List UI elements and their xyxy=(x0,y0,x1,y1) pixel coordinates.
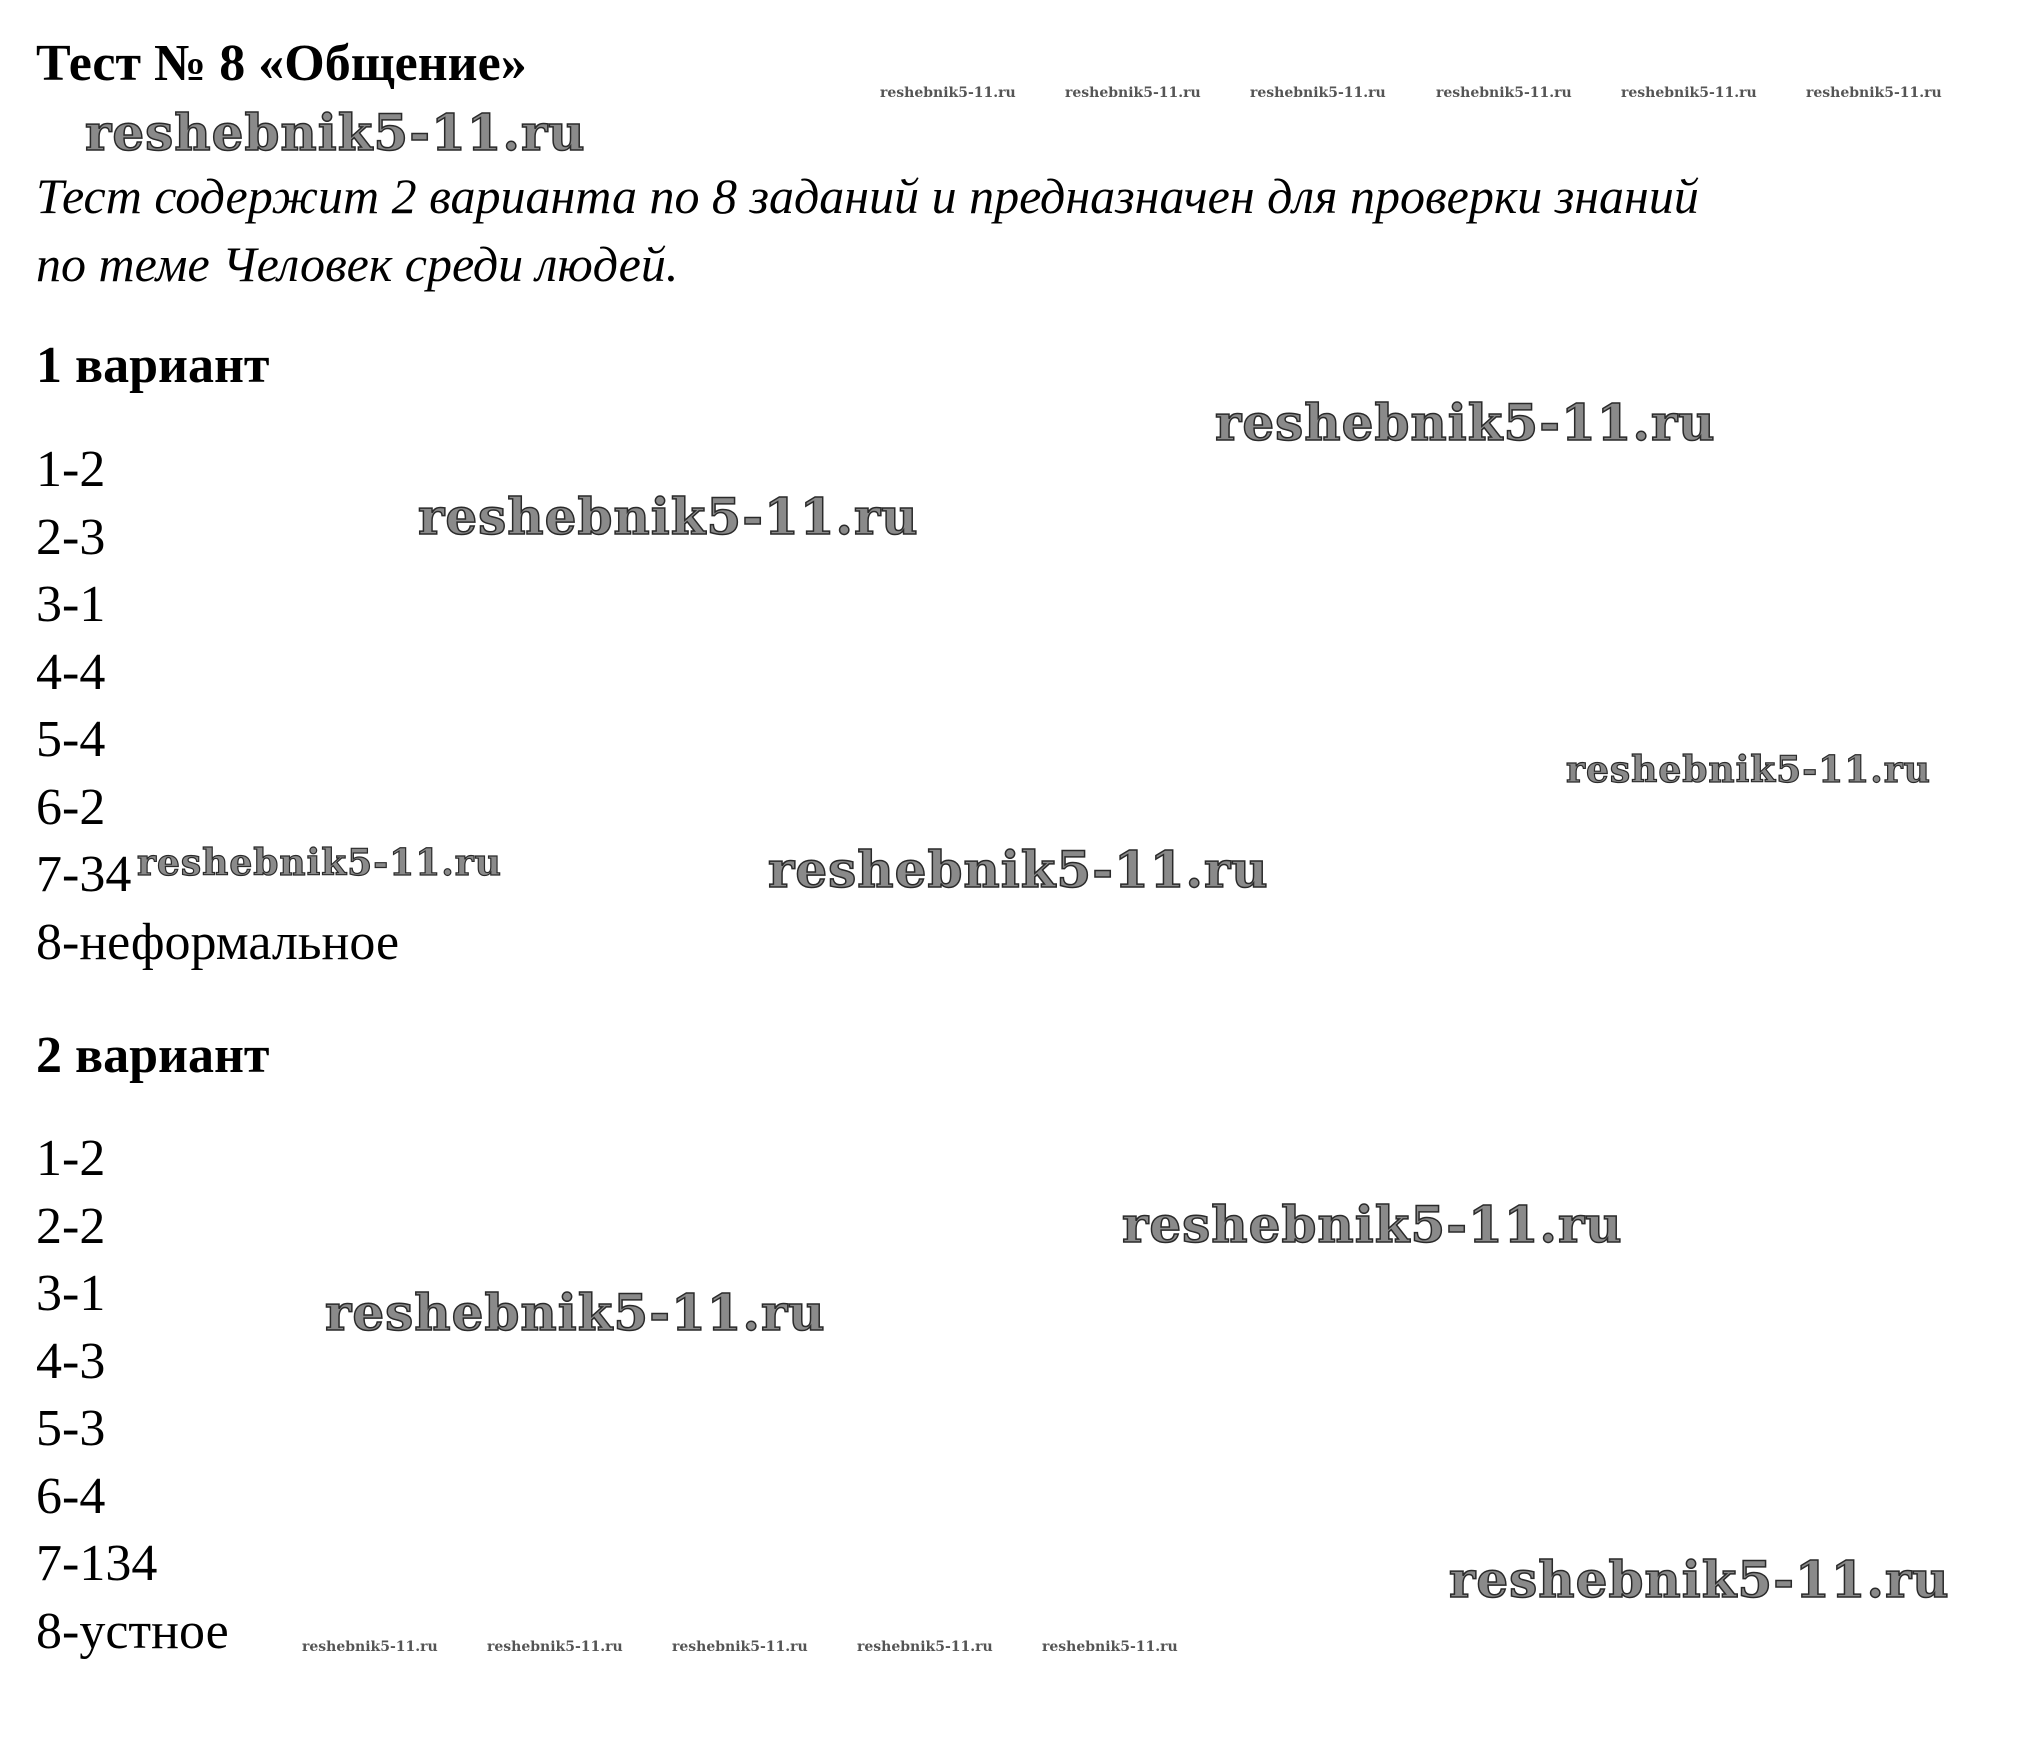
intro-line: Тест содержит 2 варианта по 8 заданий и предназначен для проверки знаний xyxy=(36,168,1699,224)
intro-line: по теме Человек среди людей. xyxy=(36,236,679,292)
answer-item: 5-3 xyxy=(36,1400,106,1457)
watermark-small: reshebnik5-11.ru xyxy=(1621,85,1757,101)
watermark-large: reshebnik5-11.ru xyxy=(325,1283,826,1342)
variant-2-heading: 2 вариант xyxy=(36,1027,270,1084)
answer-item: 1-2 xyxy=(36,1130,106,1187)
answer-item: 6-2 xyxy=(36,778,106,836)
watermark-small: reshebnik5-11.ru xyxy=(1436,85,1572,101)
answer-item: 4-3 xyxy=(36,1332,106,1390)
watermark-medium: reshebnik5-11.ru xyxy=(137,842,502,884)
watermark-small: reshebnik5-11.ru xyxy=(1065,85,1201,101)
watermark-small: reshebnik5-11.ru xyxy=(857,1639,993,1655)
document-intro xyxy=(36,162,2016,298)
watermark-large: reshebnik5-11.ru xyxy=(418,487,919,546)
answer-item: 7-134 xyxy=(36,1535,158,1592)
watermark-medium: reshebnik5-11.ru xyxy=(1566,749,1931,791)
answer-item: 3-1 xyxy=(36,1265,106,1322)
watermark-large: reshebnik5-11.ru xyxy=(1122,1195,1623,1254)
answer-item: 7-34 xyxy=(36,846,132,903)
watermark-small: reshebnik5-11.ru xyxy=(880,85,1016,101)
watermark-large: reshebnik5-11.ru xyxy=(768,840,1269,899)
answer-item: 3-1 xyxy=(36,576,106,633)
watermark-small: reshebnik5-11.ru xyxy=(1806,85,1942,101)
answer-item: 2-2 xyxy=(36,1197,106,1255)
watermark-small: reshebnik5-11.ru xyxy=(302,1639,438,1655)
variant-2-answer-list xyxy=(36,1125,229,1665)
answer-item: 5-4 xyxy=(36,711,106,768)
document-title: Тест № 8 «Общение» xyxy=(36,35,527,92)
watermark-large: reshebnik5-11.ru xyxy=(1449,1550,1950,1609)
answer-item: 1-2 xyxy=(36,441,106,498)
watermark-large: reshebnik5-11.ru xyxy=(1215,393,1716,452)
watermark-large: reshebnik5-11.ru xyxy=(85,103,586,162)
watermark-small: reshebnik5-11.ru xyxy=(1250,85,1386,101)
answer-item: 8-неформальное xyxy=(36,913,400,971)
watermark-small: reshebnik5-11.ru xyxy=(672,1639,808,1655)
watermark-small: reshebnik5-11.ru xyxy=(487,1639,623,1655)
variant-1-heading: 1 вариант xyxy=(36,337,270,394)
answer-item: 6-4 xyxy=(36,1467,106,1525)
answer-item: 8-устное xyxy=(36,1602,229,1660)
variant-1-answer-list xyxy=(36,436,399,976)
answer-item: 2-3 xyxy=(36,508,106,566)
watermark-small: reshebnik5-11.ru xyxy=(1042,1639,1178,1655)
answer-item: 4-4 xyxy=(36,643,106,701)
